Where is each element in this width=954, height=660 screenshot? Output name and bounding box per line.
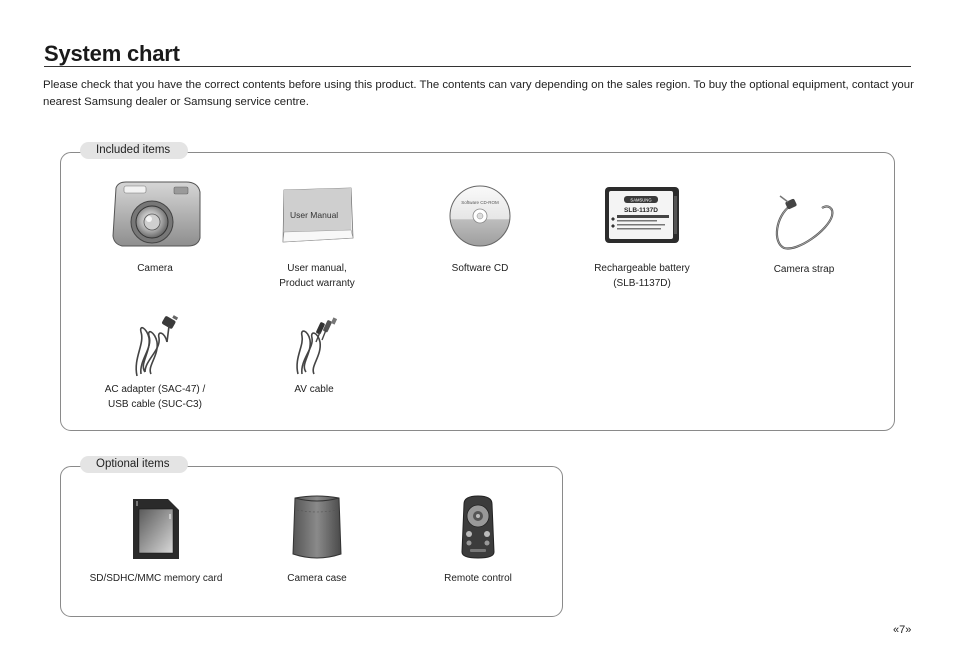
item-ac-adapter-label: AC adapter (SAC-47) / USB cable (SUC-C3) xyxy=(104,384,206,410)
item-camera-strap-label: Camera strap xyxy=(773,264,835,275)
remote-control-icon xyxy=(458,494,498,560)
memory-card-icon xyxy=(132,498,180,560)
item-remote-control-label: Remote control xyxy=(444,573,512,584)
ac-adapter-icon xyxy=(131,314,183,378)
item-user-manual xyxy=(257,178,377,288)
item-camera xyxy=(95,178,215,278)
svg-text:Software CD-ROM: Software CD-ROM xyxy=(461,200,499,205)
av-cable-icon xyxy=(292,316,338,376)
user-manual-icon xyxy=(281,186,355,244)
item-software-cd xyxy=(420,178,540,278)
item-camera-case xyxy=(257,494,377,594)
svg-text:SAMSUNG: SAMSUNG xyxy=(630,197,652,203)
item-av-cable-label: AV cable xyxy=(294,384,334,395)
item-av-cable xyxy=(254,312,374,412)
item-camera-label: Camera xyxy=(137,263,173,274)
camera-case-icon xyxy=(291,494,343,562)
item-memory-card xyxy=(86,494,226,594)
page-title: System chart xyxy=(44,41,180,66)
item-user-manual-label: User manual, Product warranty xyxy=(279,263,355,289)
title-divider xyxy=(44,66,911,67)
item-camera-strap xyxy=(744,178,864,278)
optional-items-tab: Optional items xyxy=(80,456,188,473)
item-battery-label: Rechargeable battery (SLB-1137D) xyxy=(594,263,690,289)
item-remote-control xyxy=(418,494,538,594)
item-camera-case-label: Camera case xyxy=(287,573,347,584)
battery-icon xyxy=(604,186,680,244)
included-items-tab: Included items xyxy=(80,142,188,159)
camera-strap-icon xyxy=(770,194,838,252)
item-battery xyxy=(582,178,702,293)
intro-text: Please check that you have the correct contents before using this product. The contents can vary depending on the sales region. To buy the optional equipment, contact your nearest Samsung dealer or Samsung service centre. xyxy=(43,79,914,108)
svg-text:SLB-1137D: SLB-1137D xyxy=(624,207,658,214)
software-cd-icon xyxy=(448,184,512,248)
camera-icon xyxy=(110,178,202,250)
item-ac-adapter xyxy=(95,312,215,417)
item-software-cd-label: Software CD xyxy=(451,263,509,274)
svg-text:User Manual: User Manual xyxy=(290,210,339,220)
item-memory-card-label: SD/SDHC/MMC memory card xyxy=(89,573,223,584)
page-number: «7» xyxy=(893,624,912,636)
